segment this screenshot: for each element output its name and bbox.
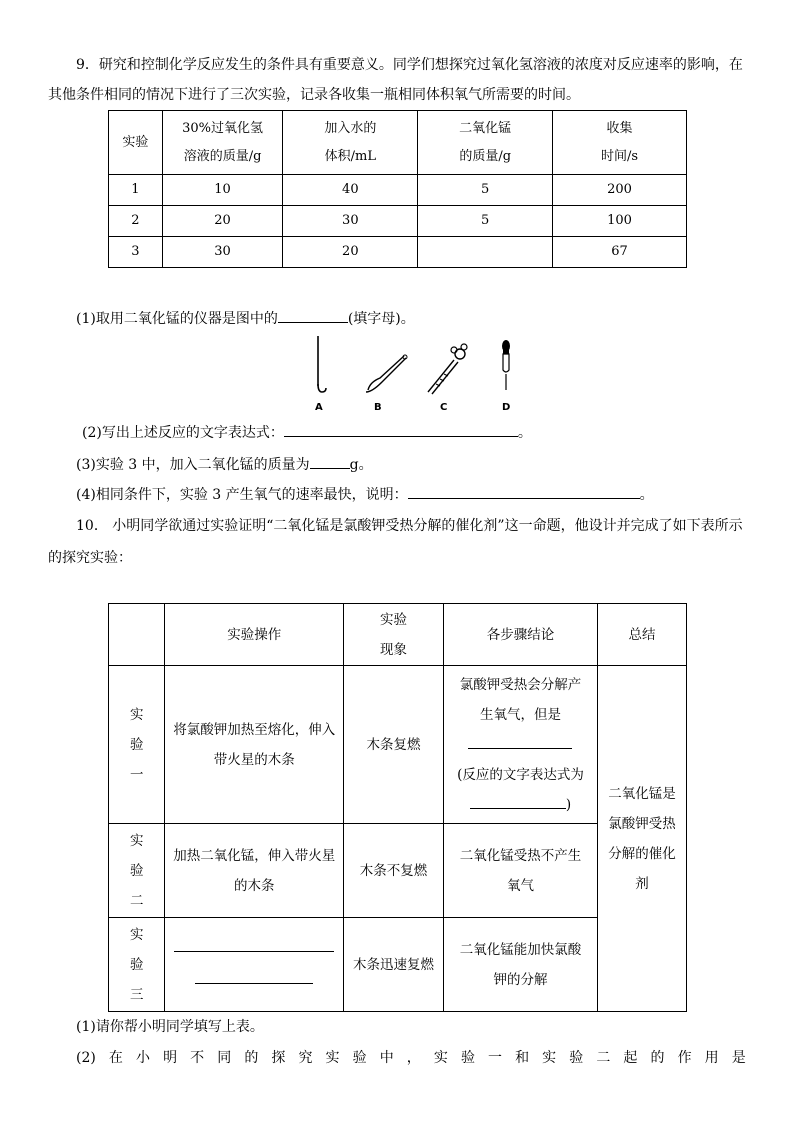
- apparatus-label-b: B: [374, 402, 382, 413]
- exp2-operation: 加热二氧化锰，伸入带火星 的木条: [165, 824, 344, 918]
- table-cell: 20: [162, 206, 283, 237]
- table-cell: 20: [283, 237, 418, 268]
- exp3-conclusion: 二氧化锰能加快氯酸 钾的分解: [443, 918, 597, 1012]
- table-cell: 2: [109, 206, 163, 237]
- q9-header-time: 收集 时间/s: [553, 111, 687, 175]
- table-cell: 40: [283, 175, 418, 206]
- spatula-icon: [366, 355, 407, 392]
- exp2-conclusion: 二氧化锰受热不产生 氧气: [443, 824, 597, 918]
- dropper-icon: [502, 340, 510, 390]
- tweezers-icon: [428, 344, 467, 394]
- q10-sub1: (1)请你帮小明同学填写上表。: [76, 1019, 264, 1035]
- answer-blank[interactable]: [310, 454, 350, 469]
- table-row: [109, 175, 687, 206]
- answer-blank[interactable]: [174, 937, 334, 952]
- exp2-label: 实 验 二: [109, 824, 165, 918]
- q10-header-operation: 实验操作: [165, 604, 344, 666]
- answer-blank[interactable]: [468, 734, 572, 749]
- q9-stem-line2: 其他条件相同的情况下进行了三次实验，记录各收集一瓶相同体积氧气所需要的时间。: [48, 87, 580, 103]
- table-cell: 10: [162, 175, 283, 206]
- table-cell: 3: [109, 237, 163, 268]
- q10-sub2: (2) 在 小 明 不 同 的 探 究 实 验 中 ， 实 验 一 和 实 验 二 起 的 作 用 是: [76, 1050, 746, 1066]
- q9-sub3: (3)实验 3 中，加入二氧化锰的质量为 g。: [76, 454, 373, 475]
- answer-blank[interactable]: [195, 969, 313, 984]
- table-cell: 67: [553, 237, 687, 268]
- table-cell: 5: [418, 206, 553, 237]
- q9-stem-line1: 9．研究和控制化学反应发生的条件具有重要意义。同学们想探究过氧化氢溶液的浓度对反应速率的影响，在: [76, 57, 743, 73]
- answer-blank[interactable]: [470, 794, 566, 809]
- apparatus-label-a: A: [315, 402, 323, 413]
- q10-header-phenomenon: 实验 现象: [344, 604, 444, 666]
- table-cell: 100: [553, 206, 687, 237]
- q9-sub2: (2)写出上述反应的文字表达式： 。: [82, 422, 532, 443]
- table-cell: 1: [109, 175, 163, 206]
- q10-header-summary: 总结: [598, 604, 687, 666]
- answer-blank[interactable]: [284, 422, 518, 437]
- q10-header-blank: [109, 604, 165, 666]
- exp3-operation: [165, 918, 344, 1012]
- exp1-label: 实 验 一: [109, 666, 165, 824]
- exp2-phenomenon: 木条不复燃: [344, 824, 444, 918]
- table-row: [109, 666, 687, 824]
- table-cell: [418, 237, 553, 268]
- summary-cell: 二氧化锰是 氯酸钾受热 分解的催化 剂: [598, 666, 687, 1012]
- table-cell: 5: [418, 175, 553, 206]
- medicine-spoon-icon: [318, 336, 326, 392]
- q9-header-h2o2: 30%过氧化氢 溶液的质量/g: [162, 111, 283, 175]
- q10-stem-line1: 10． 小明同学欲通过实验证明“二氧化锰是氯酸钾受热分解的催化剂”这一命题，他设计并完成了如下表所示: [76, 518, 743, 534]
- table-cell: 30: [162, 237, 283, 268]
- q9-data-table: [108, 110, 687, 268]
- q10-experiment-table: [108, 603, 687, 1012]
- answer-blank[interactable]: [278, 308, 348, 323]
- q9-header-trial: 实验: [109, 111, 163, 175]
- apparatus-label-d: D: [502, 402, 511, 413]
- q9-header-water: 加入水的 体积/mL: [283, 111, 418, 175]
- table-row: [109, 206, 687, 237]
- table-row: [109, 237, 687, 268]
- exp1-operation: 将氯酸钾加热至熔化，伸入 带火星的木条: [165, 666, 344, 824]
- apparatus-label-c: C: [440, 402, 448, 413]
- exp3-label: 实 验 三: [109, 918, 165, 1012]
- exp3-phenomenon: 木条迅速复燃: [344, 918, 444, 1012]
- exp1-phenomenon: 木条复燃: [344, 666, 444, 824]
- q9-sub4: (4)相同条件下，实验 3 产生氧气的速率最快，说明： 。: [76, 484, 654, 505]
- q9-header-mno2: 二氧化锰 的质量/g: [418, 111, 553, 175]
- q10-stem-line2: 的探究实验：: [48, 550, 132, 566]
- answer-blank[interactable]: [408, 484, 640, 499]
- table-cell: 200: [553, 175, 687, 206]
- lab-apparatus-figure: [300, 334, 540, 414]
- q10-header-conclusion: 各步骤结论: [443, 604, 597, 666]
- q9-sub1: (1)取用二氧化锰的仪器是图中的 (填字母)。: [76, 308, 415, 329]
- exp1-conclusion: 氯酸钾受热会分解产 生氧气，但是 (反应的文字表达式为 ): [443, 666, 597, 824]
- table-cell: 30: [283, 206, 418, 237]
